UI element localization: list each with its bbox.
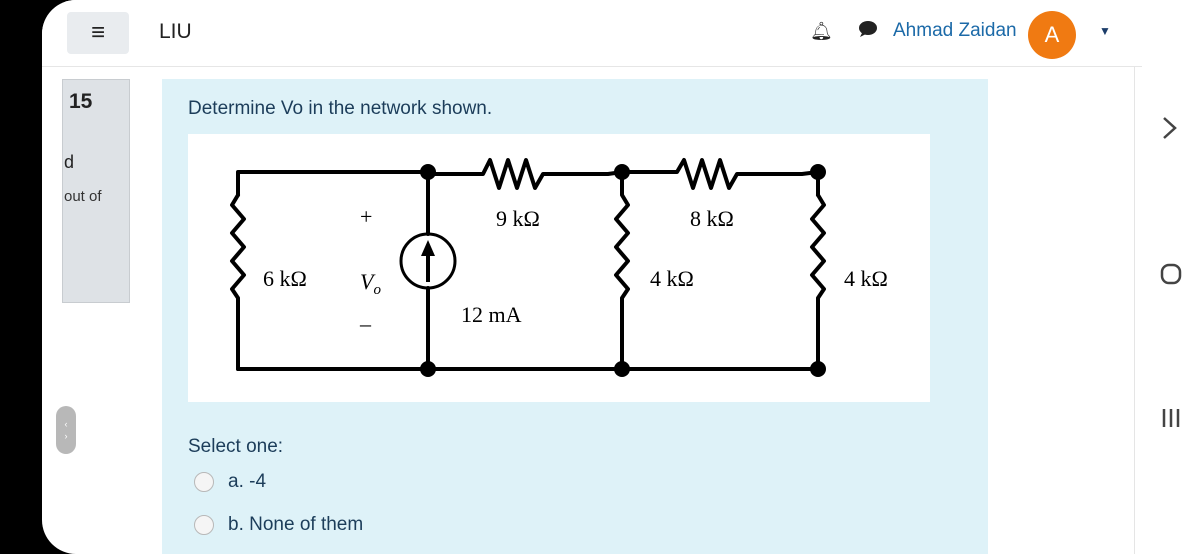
option-a-label[interactable]: a. -4: [228, 471, 267, 492]
page-border: [1134, 66, 1135, 554]
site-name[interactable]: LIU: [159, 20, 192, 43]
chevron-right-icon[interactable]: [1159, 114, 1181, 147]
label-vo-plus: +: [360, 204, 373, 229]
label-12ma: 12 mA: [461, 302, 522, 327]
scroll-handle[interactable]: ‹ ›: [56, 406, 76, 454]
top-wire: [238, 160, 818, 195]
label-6k: 6 kΩ: [263, 266, 307, 291]
node-top-2: [614, 164, 630, 180]
chat-icon[interactable]: [858, 20, 878, 43]
top-navbar: [42, 0, 1142, 67]
option-b[interactable]: [194, 513, 363, 537]
app-screen: [42, 0, 1200, 554]
resistor-4k-mid: [616, 172, 628, 369]
source-arrow: [421, 240, 435, 282]
recents-icon[interactable]: [1160, 406, 1182, 435]
label-4k-right: 4 kΩ: [844, 266, 888, 291]
resistor-6k: [232, 195, 244, 369]
question-state: d: [64, 152, 75, 172]
label-9k: 9 kΩ: [496, 206, 540, 231]
question-number: 15: [69, 90, 93, 113]
home-icon[interactable]: [1159, 262, 1183, 291]
hamburger-icon[interactable]: ≡: [67, 12, 129, 54]
select-one-label: Select one:: [188, 436, 284, 457]
node-top-3: [810, 164, 826, 180]
node-bottom-1: [420, 361, 436, 377]
chevron-down-icon[interactable]: ▼: [1099, 24, 1111, 38]
label-8k: 8 kΩ: [690, 206, 734, 231]
question-content: [162, 79, 988, 554]
node-bottom-2: [614, 361, 630, 377]
label-vo: $V_o$: [360, 269, 381, 298]
option-a[interactable]: [194, 470, 266, 494]
node-top-1: [420, 164, 436, 180]
node-bottom-3: [810, 361, 826, 377]
bell-icon[interactable]: 🔔︎: [810, 21, 833, 41]
avatar[interactable]: A: [1028, 11, 1076, 59]
resistor-4k-right: [812, 195, 824, 369]
label-4k-mid: 4 kΩ: [650, 266, 694, 291]
question-mark: out of: [64, 188, 102, 205]
user-name[interactable]: Ahmad Zaidan: [893, 20, 1017, 41]
radio-button-a[interactable]: [194, 472, 214, 492]
circuit-figure: [188, 134, 930, 402]
radio-button-b[interactable]: [194, 515, 214, 535]
question-text: Determine Vo in the network shown.: [188, 98, 493, 119]
option-b-label[interactable]: b. None of them: [228, 514, 364, 535]
label-vo-minus: –: [360, 311, 371, 336]
